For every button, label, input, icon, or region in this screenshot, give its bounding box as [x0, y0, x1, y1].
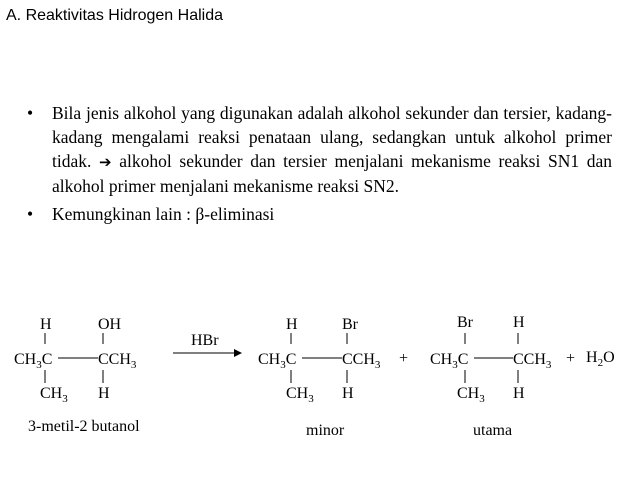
- bullet-list: [24, 101, 612, 226]
- reactant-left-group: $CH_3C$: [14, 351, 53, 371]
- major-top-right: H: [513, 314, 525, 331]
- reaction-scheme: [0, 300, 638, 450]
- minor-bottom-left: $CH_3$: [286, 385, 314, 405]
- reactant-top-right: OH: [98, 316, 122, 333]
- major-bottom-left: $CH_3$: [457, 385, 485, 405]
- reactant-bottom-right: H: [98, 385, 110, 402]
- reaction-scheme-svg: [0, 300, 638, 450]
- reactant-name: 3-metil-2 butanol: [28, 418, 140, 435]
- bullet-1-text-a: Bila jenis alkohol yang digunakan adalah alkohol sekunder dan tersier, kadang-kadang mengalami reaksi penataan ulang, sedangkan untuk alkohol primer tidak.: [52, 103, 612, 171]
- major-top-left: Br: [457, 314, 473, 331]
- plus-sign-1: +: [399, 350, 409, 367]
- major-label: utama: [473, 422, 513, 439]
- arrow-head: [234, 349, 242, 357]
- major-left-group: $CH_3C$: [430, 351, 469, 371]
- minor-product-structure: [258, 316, 381, 439]
- minor-top-right: Br: [342, 316, 358, 333]
- major-right-group: $CCH_3$: [513, 351, 552, 371]
- right-arrow-icon: ➔: [99, 153, 112, 171]
- minor-right-group: $CCH_3$: [342, 351, 381, 371]
- bullet-1-text-b: alkohol sekunder dan tersier menjalani mekanisme reaksi SN1 dan alkohol primer menjalani mekanisme reaksi SN2.: [52, 151, 613, 196]
- bullet-dot: •: [27, 204, 34, 224]
- minor-bottom-right: H: [342, 385, 354, 402]
- reaction-arrow: [173, 332, 242, 357]
- reactant-right-group: $CCH_3$: [98, 351, 137, 371]
- bullet-dot: •: [27, 103, 34, 123]
- bullet-2-text: Kemungkinan lain : β-eliminasi: [52, 204, 275, 224]
- reactant-bottom-left: $CH_3$: [40, 385, 68, 405]
- major-product-structure: [430, 314, 552, 439]
- reactant-structure: [14, 316, 140, 435]
- plus-sign-2: +: [566, 350, 576, 367]
- minor-label: minor: [306, 422, 345, 439]
- bullet-item-1: [24, 101, 612, 198]
- reagent-label: HBr: [191, 332, 219, 349]
- bullet-item-2: [24, 202, 612, 226]
- minor-left-group: $CH_3C$: [258, 351, 297, 371]
- water-formula: $H_2O$: [586, 349, 615, 369]
- minor-top-left: H: [286, 316, 298, 333]
- slide-title: A. Reaktivitas Hidrogen Halida: [6, 7, 223, 24]
- major-bottom-right: H: [513, 385, 525, 402]
- reactant-top-left: H: [40, 316, 52, 333]
